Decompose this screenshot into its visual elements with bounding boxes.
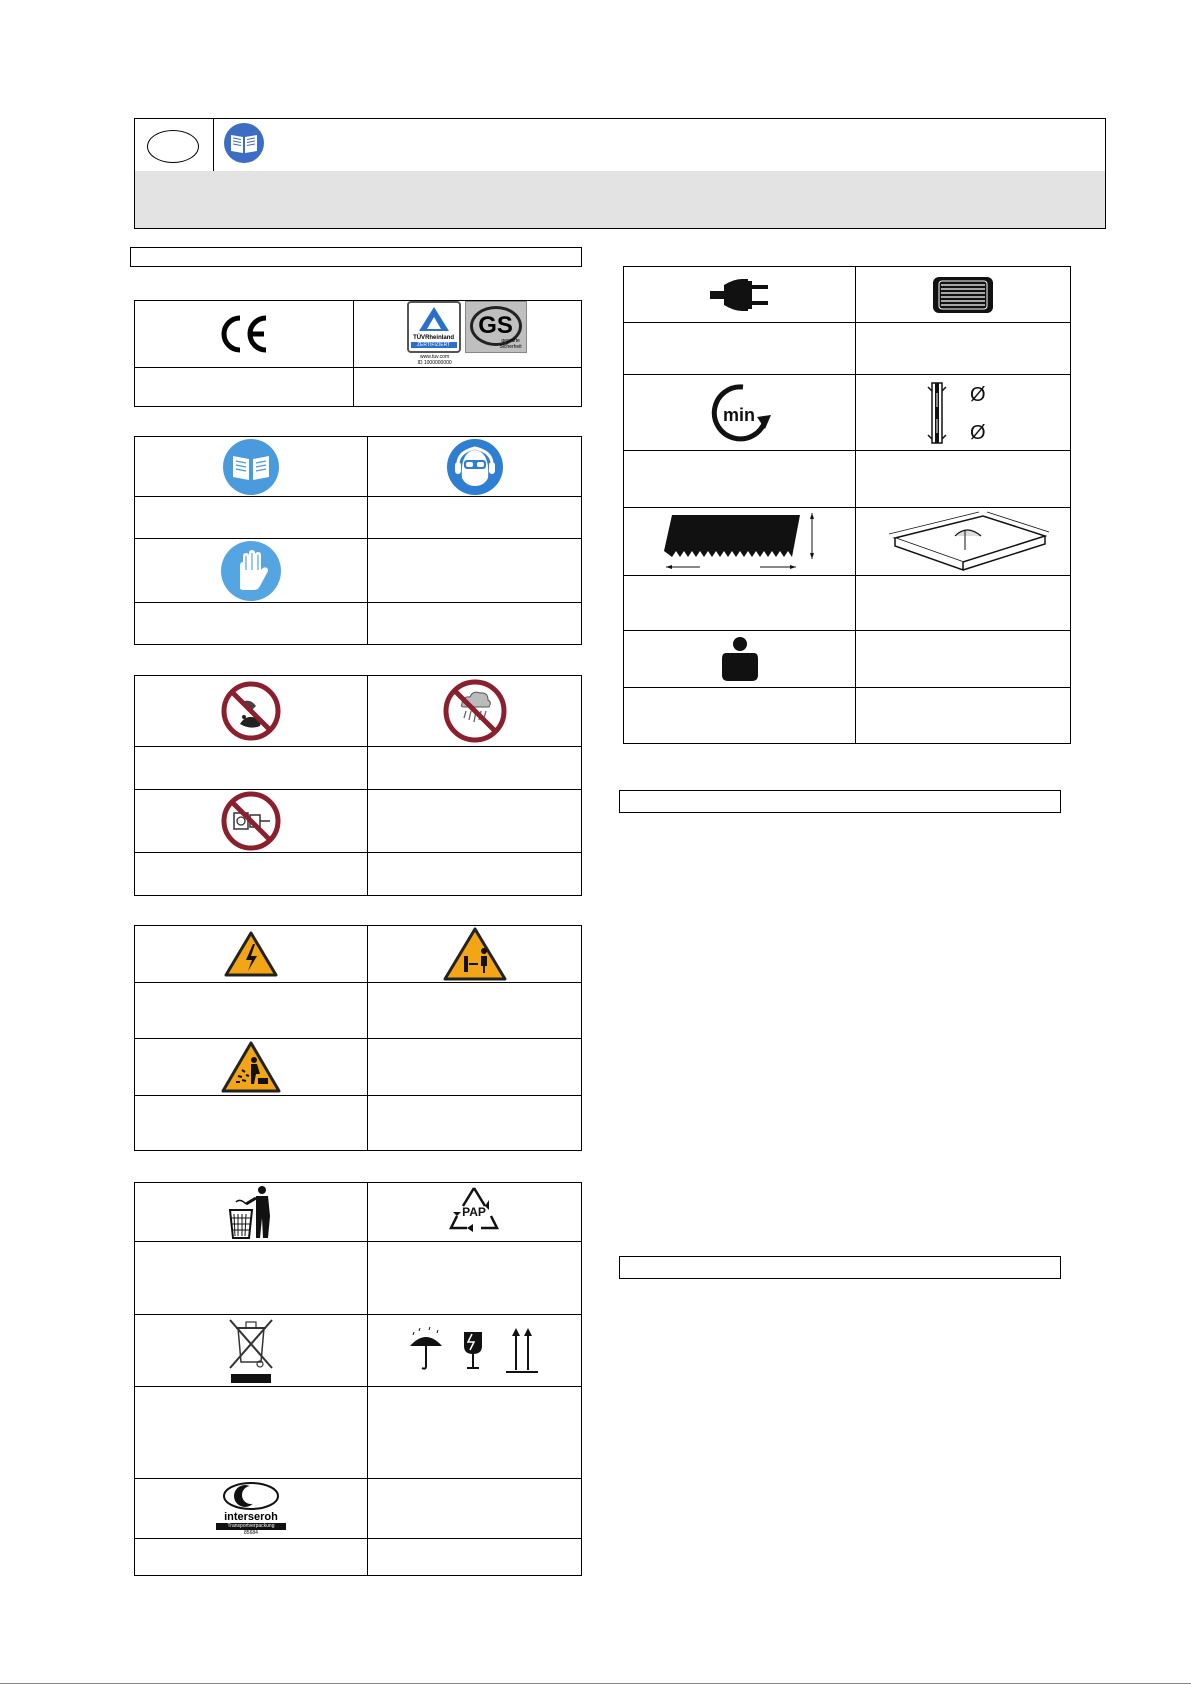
- packaging-handling-icons: [406, 1322, 542, 1380]
- power-plug-cell: [624, 267, 856, 323]
- stay-clear-description-cell: [368, 983, 582, 1039]
- tuv-gs-cell: [354, 301, 582, 368]
- no-hand-contact-description-cell: [135, 747, 368, 790]
- disposal-table: [134, 1182, 582, 1576]
- flying-debris-description-cell: [135, 1096, 368, 1151]
- interseroh-sub: Transportverpackung: [216, 1523, 286, 1530]
- tuv-status: ZERTIFIZIERT: [411, 342, 457, 348]
- min-text: min: [722, 404, 755, 425]
- interseroh-number: 85684: [244, 1530, 258, 1536]
- weee-description-cell: [135, 1387, 368, 1479]
- stay-clear-cell: [368, 926, 582, 983]
- blade-diameter-cell: [856, 375, 1071, 451]
- ce-description-cell: [135, 368, 354, 407]
- no-plug-icon: [220, 790, 282, 852]
- weight-description-cell: [624, 688, 856, 744]
- eye-ear-protection-description-cell: [368, 497, 582, 539]
- diameter-symbol-bottom: Ø: [970, 421, 986, 444]
- safety-gloves-cell: [135, 539, 368, 603]
- packaging-description-cell: [367, 1387, 581, 1479]
- dispose-bin-description-cell: [135, 1242, 368, 1315]
- technical-symbols-table: [623, 266, 1071, 744]
- empty-description-cell: [368, 1096, 582, 1151]
- empty-symbol-cell: [368, 539, 582, 603]
- header-band: [134, 171, 1106, 229]
- motor-description-cell: [856, 323, 1071, 375]
- ce-mark-icon: [218, 314, 270, 354]
- rpm-cell: [624, 375, 856, 451]
- tuv-brand: TÜVRheinland: [413, 335, 455, 341]
- no-hand-contact-icon: [220, 680, 282, 742]
- tuv-url: www.tuv.com: [420, 354, 450, 360]
- no-hand-contact-cell: [135, 676, 368, 747]
- table-size-cell: [856, 508, 1071, 576]
- read-manual-cell: [135, 437, 368, 497]
- read-manual-description-cell: [135, 497, 368, 539]
- flying-debris-cell: [135, 1039, 368, 1096]
- tuv-gs-logo-icon: TÜVRheinland ZERTIFIZIERT GS geprüfte Sicherheit www.tuv.com ID 1000000000: [407, 301, 529, 367]
- header-manual-icon: [223, 122, 265, 164]
- prohibition-signs-table: [134, 675, 582, 896]
- no-rain-description-cell: [368, 747, 582, 790]
- tuv-description-cell: [354, 368, 582, 407]
- no-plug-description-cell: [135, 853, 368, 896]
- eye-ear-protection-icon: [446, 438, 504, 496]
- dispose-bin-cell: [135, 1183, 368, 1242]
- empty-description-cell: [367, 1539, 581, 1576]
- electric-shock-warning-icon: [223, 930, 279, 978]
- motor-icon: [931, 273, 995, 317]
- rpm-icon: [705, 381, 775, 445]
- weee-crossed-bin-icon: [226, 1316, 276, 1386]
- saw-blade-teeth-icon: [660, 511, 820, 573]
- interseroh-brand: interseroh: [224, 1511, 278, 1523]
- section-title-bar: [619, 1256, 1061, 1279]
- flying-debris-warning-icon: [220, 1040, 282, 1094]
- empty-description-cell: [368, 853, 582, 896]
- table-size-description-cell: [856, 576, 1071, 631]
- warning-signs-table: [134, 925, 582, 1151]
- page-edge-rule: [0, 1683, 1191, 1684]
- empty-description-cell: [856, 688, 1071, 744]
- electric-shock-cell: [135, 926, 368, 983]
- empty-description-cell: [368, 603, 582, 645]
- no-rain-icon: [442, 678, 508, 744]
- empty-symbol-cell: [368, 1039, 582, 1096]
- header-bar: [134, 118, 1106, 172]
- power-plug-icon: [708, 273, 772, 317]
- tuv-id: ID 1000000000: [417, 360, 452, 366]
- certification-table: [134, 300, 582, 407]
- saw-blade-cell: [624, 508, 856, 576]
- electric-shock-description-cell: [135, 983, 368, 1039]
- pap-text: PAP: [462, 1205, 487, 1219]
- safety-gloves-description-cell: [135, 603, 368, 645]
- weight-cell: [624, 631, 856, 688]
- empty-symbol-cell: [367, 1479, 581, 1539]
- weight-value-cell: [856, 631, 1071, 688]
- language-cell: [135, 119, 214, 171]
- saw-blade-description-cell: [624, 576, 856, 631]
- section-title-bar: [130, 247, 582, 267]
- stay-clear-warning-icon: [442, 926, 508, 982]
- empty-symbol-cell: [368, 790, 582, 853]
- rpm-description-cell: [624, 451, 856, 508]
- interseroh-description-cell: [135, 1539, 368, 1576]
- no-plug-cell: [135, 790, 368, 853]
- safety-gloves-icon: [220, 540, 282, 602]
- blade-diameter-icon: [918, 379, 1008, 447]
- section-title-bar: [619, 790, 1061, 813]
- interseroh-cell: [135, 1479, 368, 1539]
- pap-recycling-description-cell: [367, 1242, 581, 1315]
- language-badge: [147, 130, 199, 163]
- pap-recycling-icon: [445, 1184, 503, 1240]
- eye-ear-protection-cell: [368, 437, 582, 497]
- weee-cell: [135, 1315, 368, 1387]
- pap-recycling-cell: [367, 1183, 581, 1242]
- packaging-handling-cell: [367, 1315, 581, 1387]
- ce-cell: [135, 301, 354, 368]
- power-description-cell: [624, 323, 856, 375]
- dispose-in-bin-icon: [222, 1184, 280, 1240]
- table-size-icon: [875, 510, 1051, 574]
- gs-caption: geprüfte Sicherheit: [499, 338, 522, 350]
- blade-diameter-description-cell: [856, 451, 1071, 508]
- no-rain-cell: [368, 676, 582, 747]
- diameter-symbol-top: Ø: [970, 383, 986, 406]
- motor-cell: [856, 267, 1071, 323]
- weight-icon: [718, 635, 762, 683]
- mandatory-signs-table: [134, 436, 582, 645]
- interseroh-logo: [216, 1481, 286, 1536]
- read-manual-icon: [222, 438, 280, 496]
